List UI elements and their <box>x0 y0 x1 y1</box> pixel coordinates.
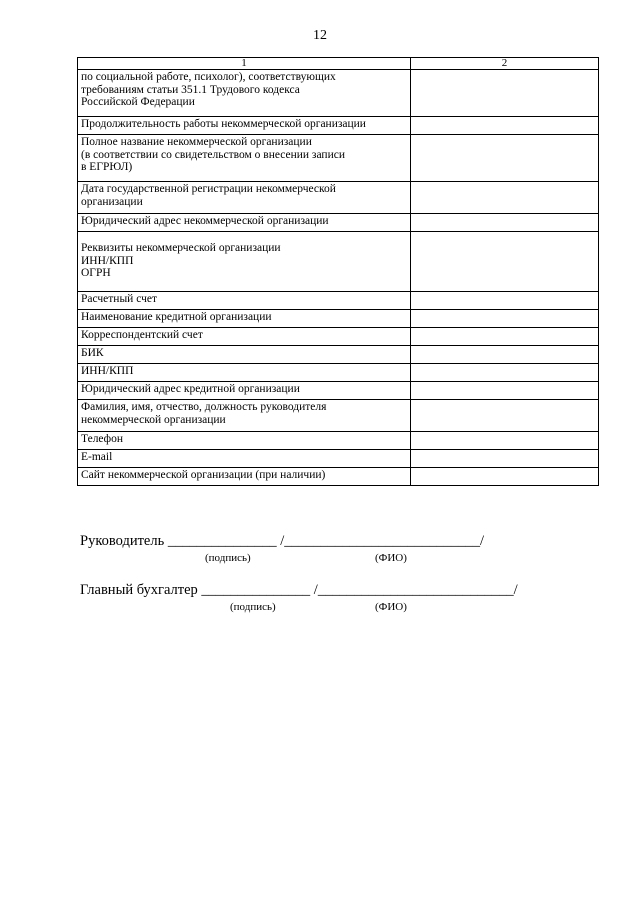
page-number: 12 <box>313 28 327 43</box>
table-row <box>78 135 599 182</box>
accountant-name-hint: (ФИО) <box>375 601 407 613</box>
accountant-signature-hint: (подпись) <box>230 601 276 613</box>
row-value-field[interactable] <box>411 468 599 486</box>
row-label-full-name: Полное название некоммерческой организации (в соответствии со свидетельством о внесении записи в ЕГРЮЛ) <box>78 135 411 182</box>
column-header-2: 2 <box>411 58 599 70</box>
row-label-bank-inn-kpp: ИНН/КПП <box>78 364 411 382</box>
row-label-email: E-mail <box>78 450 411 468</box>
table-row <box>78 182 599 214</box>
row-value-field[interactable] <box>411 232 599 292</box>
row-label-director: Фамилия, имя, отчество, должность руководителя некоммерческой организации <box>78 400 411 432</box>
head-signature-hint: (подпись) <box>205 552 251 564</box>
row-label-website: Сайт некоммерческой организации (при наличии) <box>78 468 411 486</box>
row-label-correspondent-account: Корреспондентский счет <box>78 328 411 346</box>
table-row <box>78 310 599 328</box>
table-row <box>78 117 599 135</box>
row-label-registration-date: Дата государственной регистрации некоммерческой организации <box>78 182 411 214</box>
table-row <box>78 364 599 382</box>
table-header-row <box>78 58 599 70</box>
row-value-field[interactable] <box>411 310 599 328</box>
table-row <box>78 328 599 346</box>
table-row <box>78 400 599 432</box>
table-row <box>78 432 599 450</box>
row-value-field[interactable] <box>411 364 599 382</box>
table-row <box>78 346 599 364</box>
row-label-legal-address: Юридический адрес некоммерческой организации <box>78 214 411 232</box>
row-value-field[interactable] <box>411 214 599 232</box>
row-label-work-duration: Продолжительность работы некоммерческой организации <box>78 117 411 135</box>
table-row <box>78 450 599 468</box>
row-value-field[interactable] <box>411 182 599 214</box>
row-value-field[interactable] <box>411 135 599 182</box>
row-label-settlement-account: Расчетный счет <box>78 292 411 310</box>
table-row <box>78 382 599 400</box>
row-label-bik: БИК <box>78 346 411 364</box>
row-label-requisites: Реквизиты некоммерческой организации ИНН/КПП ОГРН <box>78 232 411 292</box>
column-header-1: 1 <box>78 58 411 70</box>
row-value-field[interactable] <box>411 70 599 117</box>
row-value-field[interactable] <box>411 400 599 432</box>
table-row <box>78 70 599 117</box>
row-value-field[interactable] <box>411 432 599 450</box>
row-value-field[interactable] <box>411 328 599 346</box>
head-name-hint: (ФИО) <box>375 552 407 564</box>
row-value-field[interactable] <box>411 450 599 468</box>
accountant-signature-line: Главный бухгалтер _______________ /___________________________/ <box>80 582 518 598</box>
row-label-bank-legal-address: Юридический адрес кредитной организации <box>78 382 411 400</box>
row-value-field[interactable] <box>411 346 599 364</box>
table-row <box>78 214 599 232</box>
head-signature-line: Руководитель _______________ /___________________________/ <box>80 533 485 549</box>
organization-details-table <box>77 57 599 486</box>
row-label-phone: Телефон <box>78 432 411 450</box>
row-value-field[interactable] <box>411 117 599 135</box>
row-value-field[interactable] <box>411 292 599 310</box>
table-row <box>78 292 599 310</box>
table-row <box>78 468 599 486</box>
row-label-staff-requirements: по социальной работе, психолог), соответствующих требованиям статьи 351.1 Трудового кодекса Российской Федерации <box>78 70 411 117</box>
table-row <box>78 232 599 292</box>
row-label-bank-name: Наименование кредитной организации <box>78 310 411 328</box>
row-value-field[interactable] <box>411 382 599 400</box>
